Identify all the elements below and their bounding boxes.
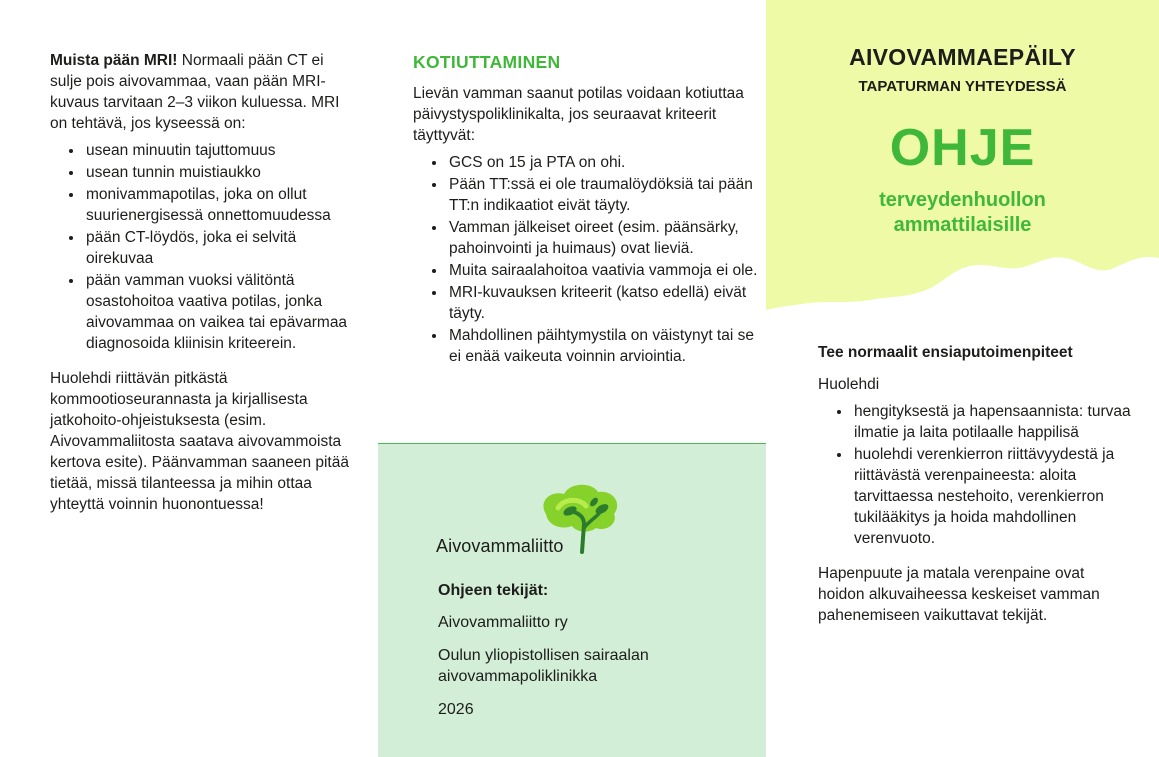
list-item: • usean minuutin tajuttomuus	[84, 140, 350, 161]
credits-panel	[378, 443, 766, 757]
list-item: • monivammapotilas, joka on ollut suurienergisessä onnettomuudessa	[84, 184, 350, 226]
first-aid-heading: Tee normaalit ensiaputoimenpiteet	[818, 344, 1073, 361]
list-item: • Muita sairaalahoitoa vaativia vammoja ei ole.	[447, 260, 768, 281]
credits-year: 2026	[438, 701, 474, 718]
list-item: • Pään TT:ssä ei ole traumalöydöksiä tai pään TT:n indikaatiot eivät täyty.	[447, 174, 768, 216]
first-aid-conclusion: Hapenpuute ja matala verenpaine ovat hoidon alkuvaiheessa keskeiset vamman pahenemiseen vaikuttavat tekijät.	[818, 565, 1100, 624]
discharge-section	[413, 52, 768, 377]
cover-ohje: OHJE	[889, 119, 1036, 177]
first-aid-list	[818, 401, 1133, 549]
cover-audience	[766, 188, 1159, 238]
mri-intro	[50, 50, 350, 134]
mri-criteria-list	[50, 140, 350, 354]
list-item: • GCS on 15 ja PTA on ohi.	[447, 152, 768, 173]
credits-text	[438, 580, 728, 732]
list-item: • hengityksestä ja hapensaannista: turvaa ilmatie ja laita potilaalle happilisä	[852, 401, 1133, 443]
aivovammaliitto-logo	[436, 486, 616, 556]
list-item: • huolehdi verenkierron riittävyydestä ja riittävästä verenpaineesta: aloita tarvittaessa nestehoito, verenkierron tukilääkitys ja hoida mahdollinen verenvuoto.	[852, 444, 1133, 549]
cover-title-panel	[766, 0, 1159, 310]
first-aid-section	[818, 342, 1133, 626]
list-item: • pään CT-löydös, joka ei selvitä oirekuvaa	[84, 227, 350, 269]
followup-paragraph: Huolehdi riittävän pitkästä kommootioseurannasta ja kirjallisesta jatkohoito-ohjeistuksesta (esim. Aivovammaliitosta saatava aivovammoista kertova esite). Päänvamman saaneen pitää tietää, missä tilanteessa ja mihin ottaa yhteyttä voinnin huonontuessa!	[50, 370, 349, 513]
cover-subtitle: TAPATURMAN YHTEYDESSÄ	[858, 78, 1067, 95]
logo-text: Aivovammaliitto	[436, 536, 564, 556]
discharge-intro: Lievän vamman saanut potilas voidaan kotiuttaa päivystyspoliklinikalta, jos seuraavat kriteerit täyttyvät:	[413, 85, 744, 144]
mri-reminder-section	[50, 50, 350, 515]
discharge-heading: KOTIUTTAMINEN	[413, 52, 561, 72]
cover-title: AIVOVAMMAEPÄILY	[849, 44, 1076, 70]
list-item: • MRI-kuvauksen kriteerit (katso edellä) eivät täyty.	[447, 282, 768, 324]
discharge-criteria-list	[413, 152, 768, 367]
list-item: • Vamman jälkeiset oireet (esim. päänsärky, pahoinvointi ja huimaus) ovat lieviä.	[447, 217, 768, 259]
credits-heading: Ohjeen tekijät:	[438, 582, 549, 599]
list-item: • Mahdollinen päihtymystila on väistynyt tai se ei enää vaikeuta voinnin arviointia.	[447, 325, 768, 367]
credits-line: Oulun yliopistollisen sairaalan aivovammapoliklinikka	[438, 647, 649, 685]
list-item: • pään vamman vuoksi välitöntä osastohoitoa vaativa potilas, jonka aivovammaa on vaikea tai epävarmaa diagnosoida kliinisin kriteerein.	[84, 270, 350, 354]
first-aid-lead: Huolehdi	[818, 376, 880, 393]
credits-line: Aivovammaliitto ry	[438, 614, 568, 631]
list-item: • usean tunnin muistiaukko	[84, 162, 350, 183]
mri-intro-bold: Muista pään MRI!	[50, 52, 178, 69]
cover-audience-text: terveydenhuollon ammattilaisille	[879, 189, 1046, 236]
mri-intro-text: Normaali pään CT ei sulje pois aivovammaa, vaan pään MRI-kuvaus tarvitaan 2–3 viikon kuluessa. MRI on tehtävä, jos kyseessä on:	[50, 52, 340, 132]
